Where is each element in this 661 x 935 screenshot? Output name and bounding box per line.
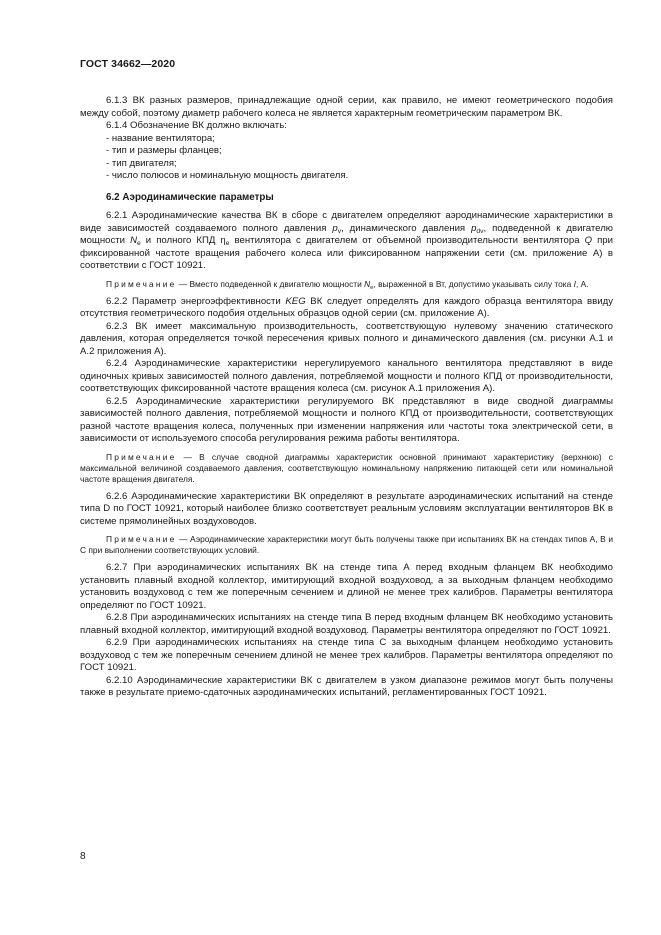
page-number: 8 [80,851,86,862]
list-item: - тип и размеры фланцев; [106,145,222,156]
note-label: Примечание [106,451,177,462]
note-label: Примечание [106,278,177,289]
paragraph-6-2-2: 6.2.2 Параметр энергоэффективности KEG ВК следует определять для каждого образца вентилятора ввиду отсутствия геометрического подобия отдельных образцов одной серии (см. приложение А). [80,295,613,319]
paragraph-6-2-1: 6.2.1 Аэродинамические качества ВК в сборе с двигателем определяют аэродинамические характеристики в виде зависимостей создаваемого полного давления $p_v$, динамического давления $p_{dv}$, подведенной к двигателю мощности $N_e$ и полного КПД $\eta_e$ вентилятора с двигателем от объемной производительности вентилятора Q при фиксированной частоте вращения рабочего колеса или фиксированном напряжении сети (см. приложение А) в соответствии с ГОСТ 10921. [80,210,613,271]
paragraph-6-1-3: 6.1.3 ВК разных размеров, принадлежащие одной серии, как правило, не имеют геометрического подобия между собой, поэтому диаметр рабочего колеса не является характерным геометрическим параметром ВК. [80,95,613,119]
paragraph-6-2-10: 6.2.10 Аэродинамические характеристики ВК с двигателем в узком диапазоне режимов могут быть получены также в результате приемо-сдаточных аэродинамических испытаний, регламентированных ГОСТ 10921. [80,674,613,698]
paragraph-6-2-4: 6.2.4 Аэродинамические характеристики нерегулируемого канального вентилятора представляют в виде одиночных кривых зависимостей полного давления, потребляемой мощности и полного КПД от производительности, соответствующих фиксированной частоте вращения колеса (см. рисунок А.1 приложения А). [80,358,613,394]
note-3: Примечание — Аэродинамические характеристики могут быть получены также при испытаниях ВК на стендах типов А, В и С при выполнении соответствующих условий. [80,534,613,555]
list-item: - название вентилятора; [106,132,215,144]
note-2: Примечание — В случае сводной диаграммы характеристик основной принимают характеристику (верхнюю) с максимальной величиной создаваемого давления, соответствующую номинальному напряжению питающей сети или номинальной частоте вращения двигателя. [80,451,613,484]
list-item: - число полюсов и номинальную мощность двигателя. [106,170,349,181]
paragraph-6-2-9: 6.2.9 При аэродинамических испытаниях на стенде типа С за выходным фланцем необходимо установить воздуховод с тем же поперечным сечением длиной не менее трех калибров. Параметры вентилятора определяют по ГОСТ 10921. [80,637,613,673]
paragraph-6-2-7: 6.2.7 При аэродинамических испытаниях ВК на стенде типа А перед входным фланцем ВК необходимо установить плавный входной коллектор, имитирующий входной воздуховод, а за выходным фланцем необходимо установить воздуховод с тем же поперечным сечением и длиной не менее трех калибров. Параметры вентилятора определяют по ГОСТ 10921. [80,562,613,611]
section-heading-6-2: 6.2 Аэродинамические параметры [106,191,274,203]
paragraph-6-2-3: 6.2.3 ВК имеет максимальную производительность, соответствующую нулевому значению статического давления, которая определяется точкой пересечения кривых полного и динамического давления (см. рисунки А.1 и А.2 приложения А). [80,320,613,357]
document-body [80,95,613,700]
document-header: ГОСТ 34662—2020 [80,58,176,70]
paragraph-6-2-5: 6.2.5 Аэродинамические характеристики регулируемого ВК представляют в виде сводной диаграммы зависимостей полного давления, потребляемой мощности и полного КПД от производительности, соответствующих разной частоте вращения колеса, полученных при изменении напряжения или частоты тока электрической сети, в зависимости от используемого способа регулирования режима работы вентилятора. [80,395,613,444]
list-item: - тип двигателя; [106,157,177,169]
note-1: Примечание — Вместо подведенной к двигателю мощности $N_e$, выраженной в Вт, допустимо указывать силу тока I, А. [106,278,589,291]
paragraph-6-2-8: 6.2.8 При аэродинамических испытаниях на стенде типа В перед входным фланцем ВК необходимо установить плавный входной коллектор, имитирующий входной воздуховод. Параметры вентилятора определяют по ГОСТ 10921. [80,612,613,636]
note-label: Примечание [106,534,177,544]
paragraph-6-2-6: 6.2.6 Аэродинамические характеристики ВК определяют в результате аэродинамических испытаний на стенде типа D по ГОСТ 10921, который наиболее близко соответствует реальным условиям эксплуатации вентиляторов ВК в системе прямолинейных воздуховодов. [80,490,613,527]
paragraph-6-1-4: 6.1.4 Обозначение ВК должно включать: [106,120,287,131]
